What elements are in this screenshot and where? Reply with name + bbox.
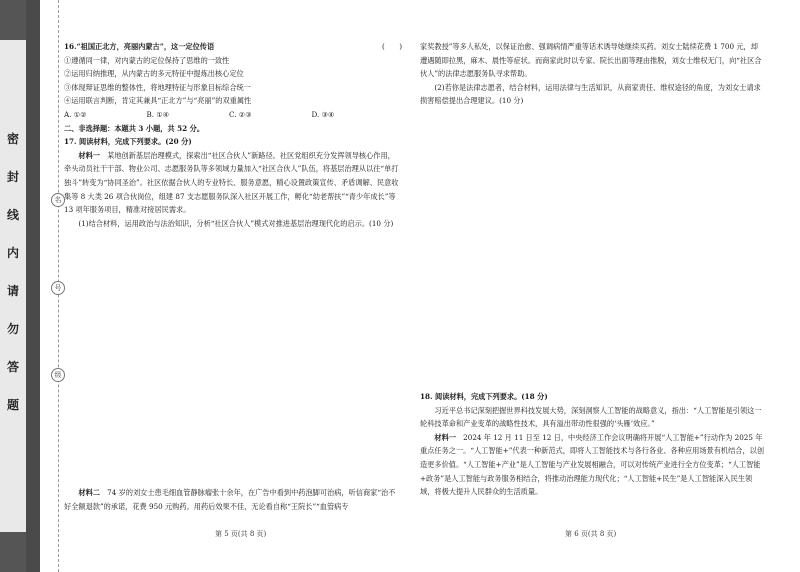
material-text: 某地创新基层治理模式，探索出“社区合伙人”新路径。社区党组织充分发挥领导核心作用，牵头动员社干干部、物业公司、志愿服务队等多领域力量加入“社区合伙人”队伍，将基层治理从以往“单打独斗”转变为“协同圣治”。社区依据合伙人的专业特长、服务意愿，精心设置政策宣传、矛盾调解、民意收集等 8 大类 26 项合伙岗位，组建 87 支志愿服务队深入社区开展工作，孵化“幼老帮扶”“青少年成长”等 13 项年服务项目，精准对接居民需求。 <box>64 150 399 215</box>
q18-stem: 18. 阅读材料，完成下列要求。(18 分) <box>420 391 548 401</box>
q16-item: ①遵循同一律，对内蒙古的定位保持了思维的一致性 <box>64 55 230 65</box>
q17-material-2 <box>64 486 402 513</box>
q17-question-2: (2)若你是法律志愿者，结合材料，运用法律与生活知识，从商家责任、维权途径的角度，为刘女士请求损害赔偿提出合理建议。(10 分) <box>420 82 761 106</box>
q16-stem: 16.“祖国正北方，亮丽内蒙古”，这一定位传语 <box>64 42 215 51</box>
class-field-circle: 级 <box>51 368 65 382</box>
seal-char: 请 <box>6 284 19 298</box>
option-c: C. ②③ <box>229 109 252 119</box>
answer-bracket: ( ) <box>382 42 402 51</box>
binding-strip-top-block <box>0 0 26 40</box>
page-5 <box>64 40 402 514</box>
binding-strip <box>0 0 40 572</box>
q16-item: ②运用归纳推理，从内蒙古的多元特征中提炼出核心定位 <box>64 69 244 79</box>
binding-strip-bottom-block <box>0 532 26 572</box>
seal-char: 密 <box>6 132 19 146</box>
name-field-circle: 名 <box>51 193 65 207</box>
seal-notice <box>4 130 22 434</box>
page-number-right: 第 6 页(共 8 页) <box>565 530 617 538</box>
binding-strip-dark-band <box>26 0 40 572</box>
material-label: 材料一 <box>78 150 100 160</box>
q16-item: ③体现辩证思维的整体性，将地理特征与形象目标综合统一 <box>64 82 251 92</box>
page-6 <box>420 40 765 499</box>
material-label: 材料一 <box>434 432 456 442</box>
q16-item: ④运用联言判断，肯定其兼具“正北方”与“亮丽”的双重属性 <box>64 96 252 106</box>
option-a: A. ①② <box>64 109 87 119</box>
q18-material-1 <box>420 431 765 499</box>
q17-question-1: (1)结合材料，运用政治与法治知识，分析“社区合伙人”模式对推进基层治理现代化的启示。(10 分) <box>78 218 394 228</box>
page-number-left: 第 5 页(共 8 页) <box>215 530 267 538</box>
option-b: B. ①④ <box>146 109 170 119</box>
answer-space <box>420 108 765 390</box>
seal-char: 答 <box>6 360 19 374</box>
q18-quote: 习近平总书记深刻把握世界科技发展大势，深刻洞察人工智能的战略意义，指出：“人工智能是引领这一轮科技革命和产业变革的战略性技术，具有溢出带动性很强的‘头雁’效应。” <box>420 405 762 429</box>
seal-char: 线 <box>6 208 19 222</box>
section-heading: 二、非选择题：本题共 3 小题，共 52 分。 <box>64 123 205 133</box>
material-text: 2024 年 12 月 11 日至 12 日，中央经济工作会议明确将开展“人工智能+”行动作为 2025 年重点任务之一。“人工智能+”代表一种新范式，即将人工智能技术与各行各业、各种应用场景有机结合，以创造更多价值。“人工智能+产业”是人工智能与产业发展相融合，可以对传统产业进行全方位变革；“人工智能+政务”是人工智能与政务服务相结合，将推动治理能力现代化；“人工智能+民生”是人工智能深入民生领域，将极大提升人民群众的生活质量。 <box>420 432 765 497</box>
seal-char: 勿 <box>6 322 19 336</box>
seal-char: 题 <box>6 398 19 412</box>
seal-char: 封 <box>6 170 19 184</box>
number-field-circle: 号 <box>51 281 65 295</box>
material-label: 材料二 <box>78 488 100 498</box>
q16-options <box>64 108 394 122</box>
seal-char: 内 <box>6 246 19 260</box>
answer-space <box>64 230 402 486</box>
option-d: D. ③④ <box>311 109 335 119</box>
material-text: 74 岁的刘女士患毛细血管静脉瘤张十余年，在广告中看到中药泡脚可治病，听信商家“治不好全额退款”的承诺，花费 950 元购药。用药后效果不佳，无论看自称“王院长”“血管病专 <box>64 488 396 511</box>
q17-material-2-continued: 家奖教授”等多人私处，以保证治愈、强调病情严重等话术诱导她继续买药。刘女士陆续花费 1 700 元，却遭遇随即拉黑，麻木、晨性等症状。而商家此时以专家、院长出面等理由推脱，刘女士维权无门，向“社区合伙人”的法律志愿服务队寻求帮助。 <box>420 42 762 79</box>
q17-stem: 17. 阅读材料，完成下列要求。(20 分) <box>64 137 192 147</box>
q16-stem-row <box>64 40 402 54</box>
q17-material-1 <box>64 149 402 217</box>
